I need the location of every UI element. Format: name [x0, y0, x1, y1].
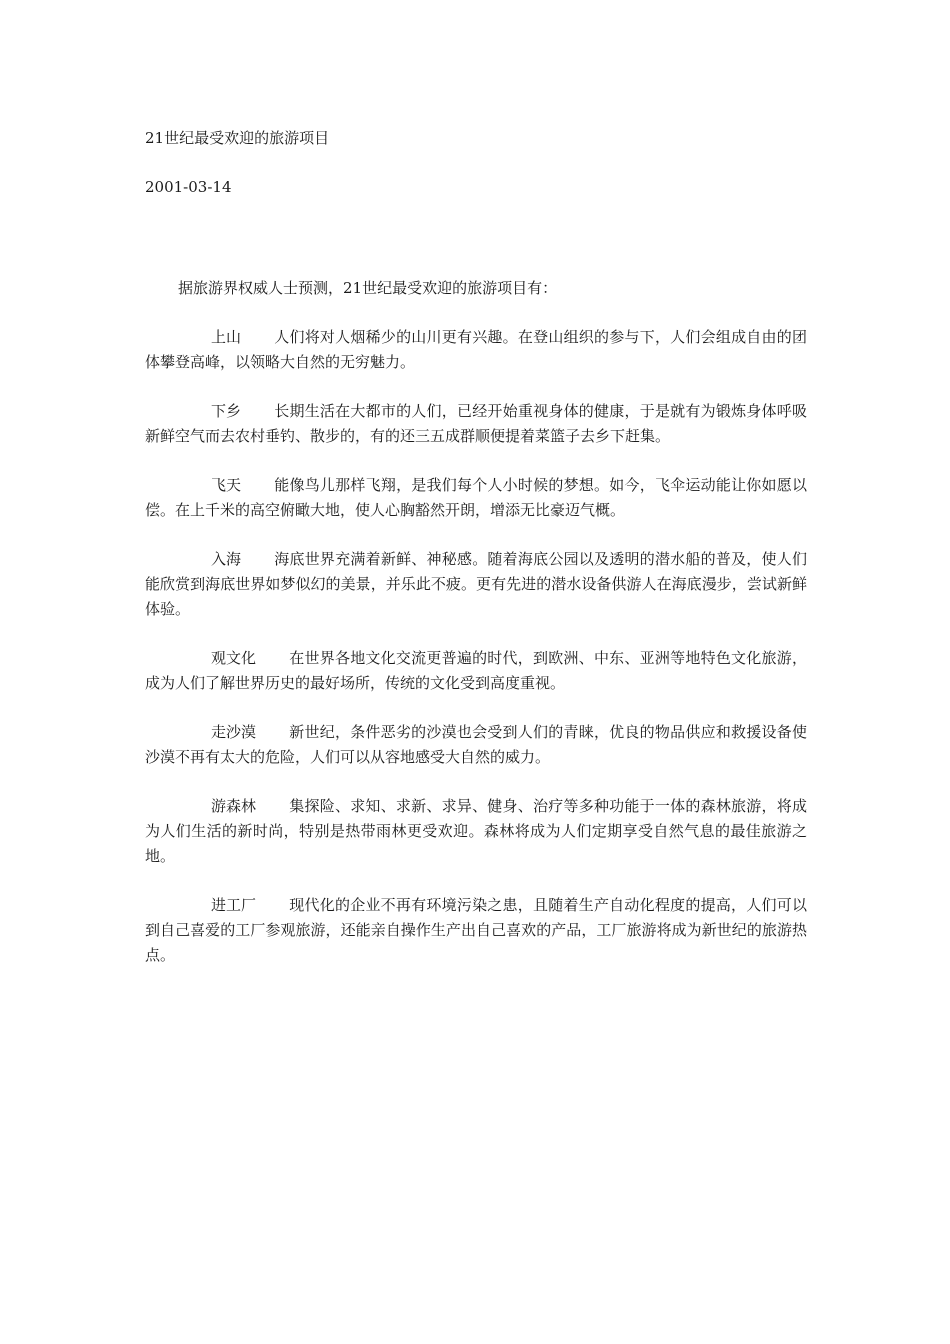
item-paragraph	[145, 325, 807, 375]
item-text: 集探险、求知、求新、求异、健身、治疗等多种功能于一体的森林旅游，将成为人们生活的新时尚，特别是热带雨林更受欢迎。森林将成为人们定期享受自然气息的最佳旅游之地。	[145, 797, 807, 865]
item-label: 进工厂	[211, 896, 257, 914]
item-paragraph	[145, 893, 807, 968]
item-text: 新世纪，条件恶劣的沙漠也会受到人们的青睐，优良的物品供应和救援设备使沙漠不再有太大的危险，人们可以从容地感受大自然的威力。	[145, 723, 807, 766]
item-label: 上山	[211, 328, 242, 346]
item-label: 下乡	[211, 402, 242, 420]
item-paragraph	[145, 547, 807, 622]
item-text: 在世界各地文化交流更普遍的时代，到欧洲、中东、亚洲等地特色文化旅游，成为人们了解世界历史的最好场所，传统的文化受到高度重视。	[145, 649, 807, 692]
item-label: 入海	[211, 550, 242, 568]
item-paragraph	[145, 646, 807, 696]
item-paragraph	[145, 794, 807, 869]
item-text: 长期生活在大都市的人们，已经开始重视身体的健康，于是就有为锻炼身体呼吸新鲜空气而去农村垂钓、散步的，有的还三五成群顺便提着菜篮子去乡下赶集。	[145, 402, 807, 445]
item-label: 观文化	[211, 649, 257, 667]
document-title: 21世纪最受欢迎的旅游项目	[145, 129, 330, 147]
item-text: 能像鸟儿那样飞翔，是我们每个人小时候的梦想。如今，飞伞运动能让你如愿以偿。在上千米的高空俯瞰大地，使人心胸豁然开朗，增添无比豪迈气概。	[145, 476, 807, 519]
item-paragraph	[145, 473, 807, 523]
item-paragraph	[145, 399, 807, 449]
document-body	[145, 276, 807, 992]
item-text: 人们将对人烟稀少的山川更有兴趣。在登山组织的参与下，人们会组成自由的团体攀登高峰，以领略大自然的无穷魅力。	[145, 328, 807, 371]
item-paragraph	[145, 720, 807, 770]
intro-paragraph: 据旅游界权威人士预测，21世纪最受欢迎的旅游项目有：	[178, 279, 558, 297]
item-label: 走沙漠	[211, 723, 257, 741]
item-text: 现代化的企业不再有环境污染之患，且随着生产自动化程度的提高，人们可以到自己喜爱的工厂参观旅游，还能亲自操作生产出自己喜欢的产品，工厂旅游将成为新世纪的旅游热点。	[145, 896, 807, 964]
item-text: 海底世界充满着新鲜、神秘感。随着海底公园以及透明的潜水船的普及，使人们能欣赏到海底世界如梦似幻的美景，并乐此不疲。更有先进的潜水设备供游人在海底漫步，尝试新鲜体验。	[145, 550, 807, 618]
document-date: 2001-03-14	[145, 178, 232, 196]
item-label: 飞天	[211, 476, 242, 494]
item-label: 游森林	[211, 797, 257, 815]
